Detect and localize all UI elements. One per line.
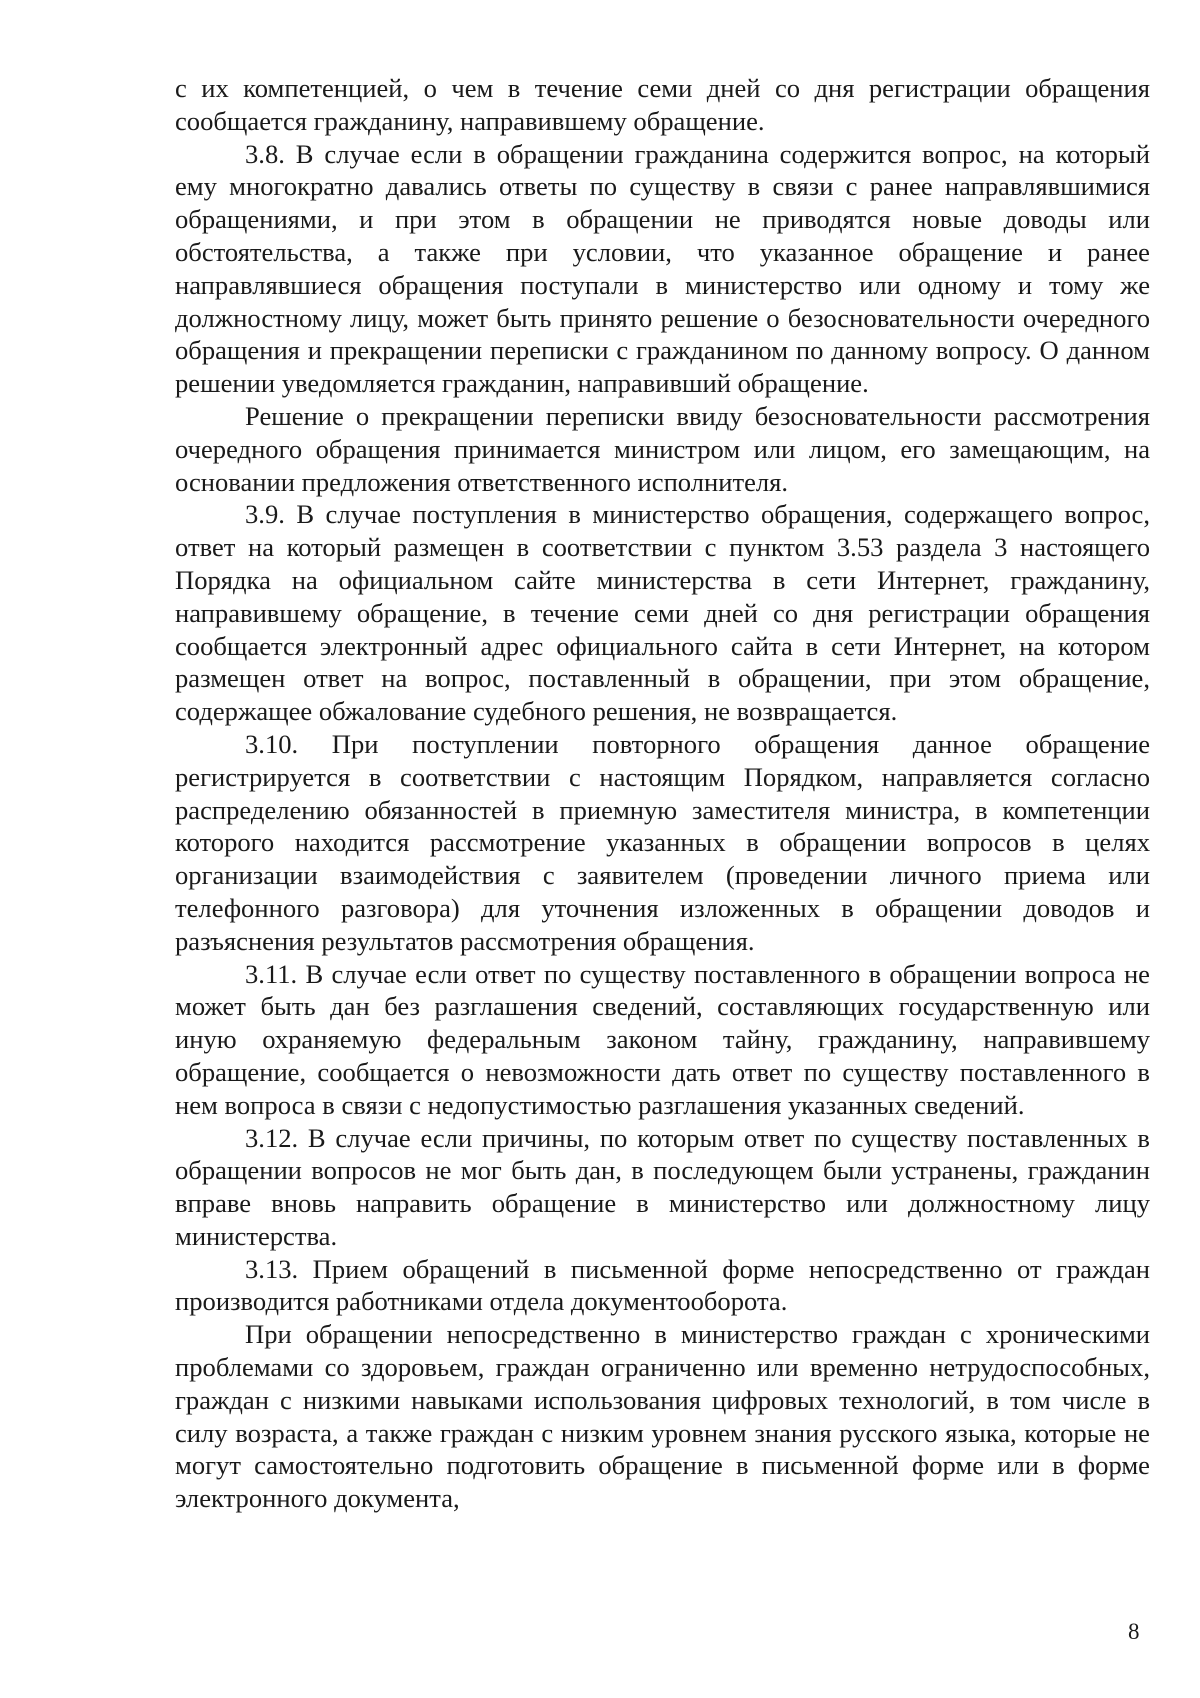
paragraph-3-13: 3.13. Прием обращений в письменной форме непосредственно от граждан производится работниками отдела документооборота. — [175, 1253, 1150, 1317]
paragraph-3-8: 3.8. В случае если в обращении гражданина содержится вопрос, на который ему многократно давались ответы по существу в связи с ранее направлявшимися обращениями, и при этом в обращении не приводятся новые доводы или обстоятельства, а также при условии, что указанное обращение и ранее направлявшиеся обращения поступали в министерство или одному и тому же должностному лицу, может быть принято решение о безосновательности очередного обращения и прекращении переписки с гражданином по данному вопросу. О данном решении уведомляется гражданин, направивший обращение. — [175, 138, 1150, 399]
paragraph-appeal: При обращении непосредственно в министерство граждан с хроническими проблемами со здоровьем, граждан ограниченно или временно нетрудоспособных, граждан с низкими навыками использования цифровых технологий, в том числе в силу возраста, а также граждан с низким уровнем знания русского языка, которые не могут самостоятельно подготовить обращение в письменной форме или в форме электронного документа, — [175, 1319, 1150, 1514]
paragraph-3-9: 3.9. В случае поступления в министерство обращения, содержащего вопрос, ответ на который размещен в соответствии с пунктом 3.53 раздела 3 настоящего Порядка на официальном сайте министерства в сети Интернет, гражданину, направившему обращение, в течение семи дней со дня регистрации обращения сообщается электронный адрес официального сайта в сети Интернет, на котором размещен ответ на вопрос, поставленный в обращении, при этом обращение, содержащее обжалование судебного решения, не возвращается. — [175, 499, 1150, 727]
paragraph-continuation: с их компетенцией, о чем в течение семи дней со дня регистрации обращения сообщается гражданину, направившему обращение. — [175, 73, 1150, 136]
document-body — [175, 72, 1150, 1515]
paragraph-3-10: 3.10. При поступлении повторного обращения данное обращение регистрируется в соответствии с настоящим Порядком, направляется согласно распределению обязанностей в приемную заместителя министра, в компетенции которого находится рассмотрение указанных в обращении вопросов в целях организации взаимодействия с заявителем (проведении личного приема или телефонного разговора) для уточнения изложенных в обращении доводов и разъяснения результатов рассмотрения обращения. — [175, 728, 1150, 956]
paragraph-3-11: 3.11. В случае если ответ по существу поставленного в обращении вопроса не может быть дан без разглашения сведений, составляющих государственную или иную охраняемую федеральным законом тайну, гражданину, направившему обращение, сообщается о невозможности дать ответ по существу поставленного в нем вопроса в связи с недопустимостью разглашения указанных сведений. — [175, 958, 1150, 1120]
paragraph-decision: Решение о прекращении переписки ввиду безосновательности рассмотрения очередного обращения принимается министром или лицом, его замещающим, на основании предложения ответственного исполнителя. — [175, 400, 1150, 497]
page-number: 8 — [1128, 1619, 1140, 1644]
paragraph-3-12: 3.12. В случае если причины, по которым ответ по существу поставленных в обращении вопросов не мог быть дан, в последующем были устранены, гражданин вправе вновь направить обращение в министерство или должностному лицу министерства. — [175, 1122, 1150, 1251]
